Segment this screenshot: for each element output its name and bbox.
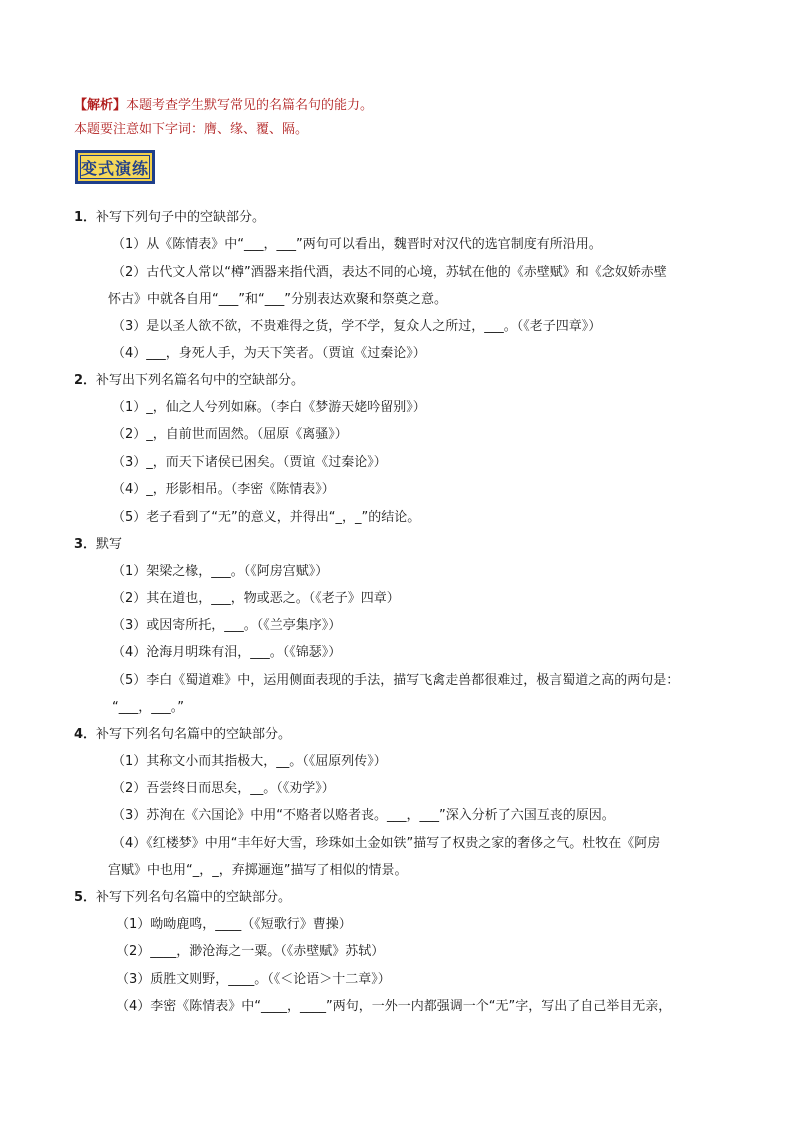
question-item: （1）从《陈情表》中“___，___”两句可以看出，魏晋时对汉代的选官制度有所沿用。 [112,237,602,252]
question-item: （5）李白《蜀道难》中，运用侧面表现的手法，描写飞禽走兽都很难过，极言蜀道之高的两句是： [112,673,680,688]
question-1-heading [74,206,265,225]
question-number: 3． [74,537,97,552]
question-item: （4）李密《陈情表》中“____，____”两句，一外一内都强调一个“无”字，写出了自己举目无亲， [116,999,672,1014]
question-item: （1）其称文小而其指极大，__。（《屈原列传》） [112,754,387,769]
analysis-tag: 【解析】 [74,98,127,113]
question-item: （4）沧海月明珠有泪，___。（《锦瑟》） [112,645,342,660]
question-item: （2）_，自前世而固然。（屈原《离骚》） [112,427,348,442]
question-item: （3）或因寄所托，___。（《兰亭集序》） [112,618,342,633]
question-number: 5． [74,890,97,905]
question-item: （1）架梁之椽，___。（《阿房宫赋》） [112,564,329,579]
question-title: 默写 [96,537,123,552]
question-item: （2）其在道也，___，物或恶之。（《老子》四章） [112,591,400,606]
question-item: （3）苏洵在《六国论》中用“不赂者以赂者丧。___，___”深入分析了六国互丧的原因。 [112,808,615,823]
question-item: （4）_，形影相吊。（李密《陈情表》） [112,482,335,497]
question-3-heading [74,533,122,552]
question-4-heading [74,723,291,742]
question-item: （4）《红楼梦》中用“丰年好大雪，珍珠如土金如铁”描写了权贵之家的奢侈之气。杜牧在《阿房 [112,836,661,851]
question-item: （3）是以圣人欲不欲，不贵难得之货，学不学，复众人之所过，___。（《老子四章》） [112,319,602,334]
variant-practice-label: 变式演练 [80,155,150,179]
question-title: 补写出下列名篇名句中的空缺部分。 [96,373,305,388]
question-2-heading [74,369,304,388]
question-number: 4． [74,727,97,742]
question-item: （1）呦呦鹿鸣，____（《短歌行》曹操） [116,917,352,932]
analysis-block [74,94,373,142]
analysis-text-1: 本题考查学生默写常见的名篇名句的能力。 [126,98,374,113]
question-5-heading [74,886,291,905]
question-item: （4）___，身死人手，为天下笑者。（贾谊《过秦论》） [112,346,426,361]
analysis-line-2: 本题要注意如下字词：膺、缘、覆、隔。 [74,122,309,137]
question-item-continuation: 宫赋》中也用“_，_，弃掷逦迤”描写了相似的情景。 [108,863,408,878]
question-item: （5）老子看到了“无”的意义，并得出“_，_”的结论。 [112,510,421,525]
variant-practice-banner [75,150,155,184]
question-item-continuation: 怀古》中就各自用“___”和“___”分别表达欢聚和祭奠之意。 [108,292,447,307]
question-item: （1）_，仙之人兮列如麻。（李白《梦游天姥吟留别》） [112,400,426,415]
question-item-continuation: “___，___。” [112,700,184,715]
question-item: （2）____，渺沧海之一粟。（《赤壁赋》苏轼） [116,944,385,959]
question-title: 补写下列名句名篇中的空缺部分。 [96,890,292,905]
question-number: 2． [74,373,97,388]
question-number: 1． [74,210,97,225]
question-item: （2）古代文人常以“樽”酒器来指代酒，表达不同的心境，苏轼在他的《赤壁赋》和《念奴娇赤壁 [112,265,667,280]
question-title: 补写下列句子中的空缺部分。 [96,210,266,225]
question-item: （3）质胜文则野，____。（《＜论语＞十二章》） [116,972,391,987]
question-item: （3）_，而天下诸侯已困矣。（贾谊《过秦论》） [112,455,387,470]
analysis-line-1 [74,94,373,118]
question-title: 补写下列名句名篇中的空缺部分。 [96,727,292,742]
question-item: （2）吾尝终日而思矣，__。（《劝学》） [112,781,335,796]
